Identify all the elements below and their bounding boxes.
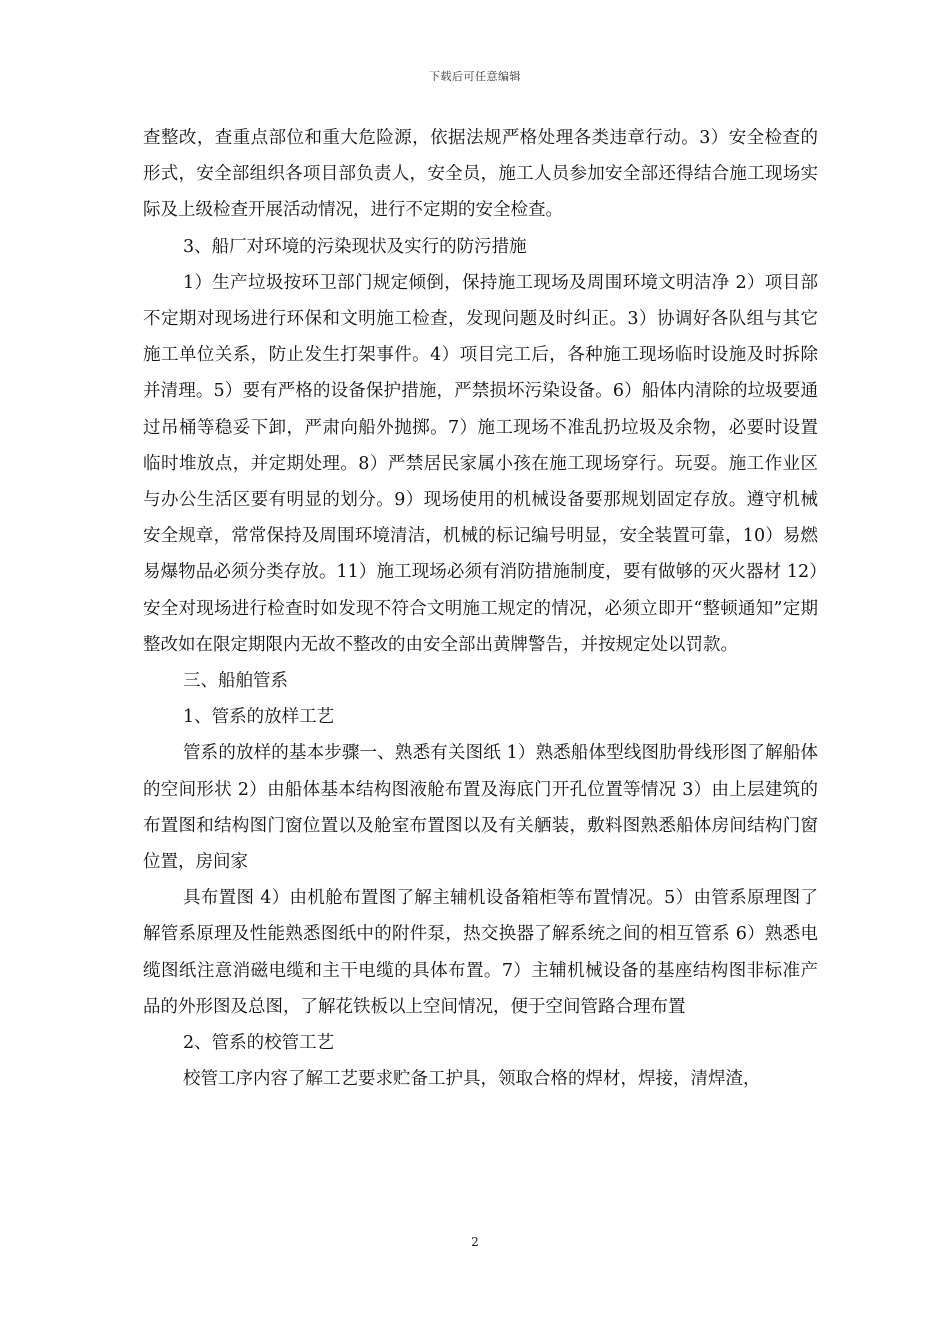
paragraph-lofting-continued: 具布置图 4）由机舱布置图了解主辅机设备箱柜等布置情况。5）由管系原理图了解管系原理及性能熟悉图纸中的附件泵，热交换器了解系统之间的相互管系 6）熟悉电缆图纸注意消磁电缆和主干电缆的具体布置。7）主辅机械设备的基座结构图非标准产品的外形图及总图，了解花铁板以上空间情况，便于空间管路合理布置 — [143, 888, 818, 1017]
paragraph-safety-inspection: 查整改，查重点部位和重大危险源，依据法规严格处理各类违章行动。3）安全检查的形式，安全部组织各项目部负责人，安全员，施工人员参加安全部还得结合施工现场实际及上级检查开展活动情况，进行不定期的安全检查。 — [143, 128, 818, 221]
document-body — [143, 120, 818, 1097]
heading-lofting-process: 1、管系的放样工艺 — [183, 707, 335, 728]
heading-pollution-measures: 3、船厂对环境的污染现状及实行的防污措施 — [183, 236, 527, 257]
paragraph-pipe-alignment: 校管工序内容了解工艺要求贮备工护具，领取合格的焊材，焊接，清焊渣， — [183, 1069, 761, 1090]
page-number: 2 — [471, 1235, 479, 1249]
paragraph-lofting-steps: 管系的放样的基本步骤一、熟悉有关图纸 1）熟悉船体型线图肋骨线形图了解船体的空间形状 2）由船体基本结构图液舱布置及海底门开孔位置等情况 3）由上层建筑的布置图和结构图门窗位置以及舱室布置图以及有关舾装，敷料图熟悉船体房间结构门窗位置，房间家 — [143, 743, 818, 873]
heading-section-three: 三、船舶管系 — [183, 671, 288, 692]
page-header: 下载后可任意编辑 — [429, 70, 521, 83]
heading-pipe-alignment: 2、管系的校管工艺 — [183, 1033, 335, 1054]
paragraph-pollution-measures: 1）生产垃圾按环卫部门规定倾倒，保持施工现场及周围环境文明洁净 2）项目部不定期对现场进行环保和文明施工检查，发现问题及时纠正。3）协调好各队组与其它施工单位关系，防止发生打架事件。4）项目完工后，各种施工现场临时设施及时拆除并清理。5）要有严格的设备保护措施，严禁损坏污染设备。6）船体内清除的垃圾要通过吊桶等稳妥下卸，严肃向船外抛掷。7）施工现场不准乱扔垃圾及余物，必要时设置临时堆放点，并定期处理。8）严禁居民家属小孩在施工现场穿行。玩耍。施工作业区与办公生活区要有明显的划分。9）现场使用的机械设备要那规划固定存放。遵守机械安全规章，常常保持及周围环境清洁，机械的标记编号明显，安全装置可靠，10）易燃易爆物品必须分类存放。11）施工现场必须有消防措施制度，要有做够的灭火器材 12）安全对现场进行检查时如发现不符合文明施工规定的情况，必须立即开“整顿通知”定期整改如在限定期限内无故不整改的由安全部出黄牌警告，并按规定处以罚款。 — [143, 272, 818, 655]
